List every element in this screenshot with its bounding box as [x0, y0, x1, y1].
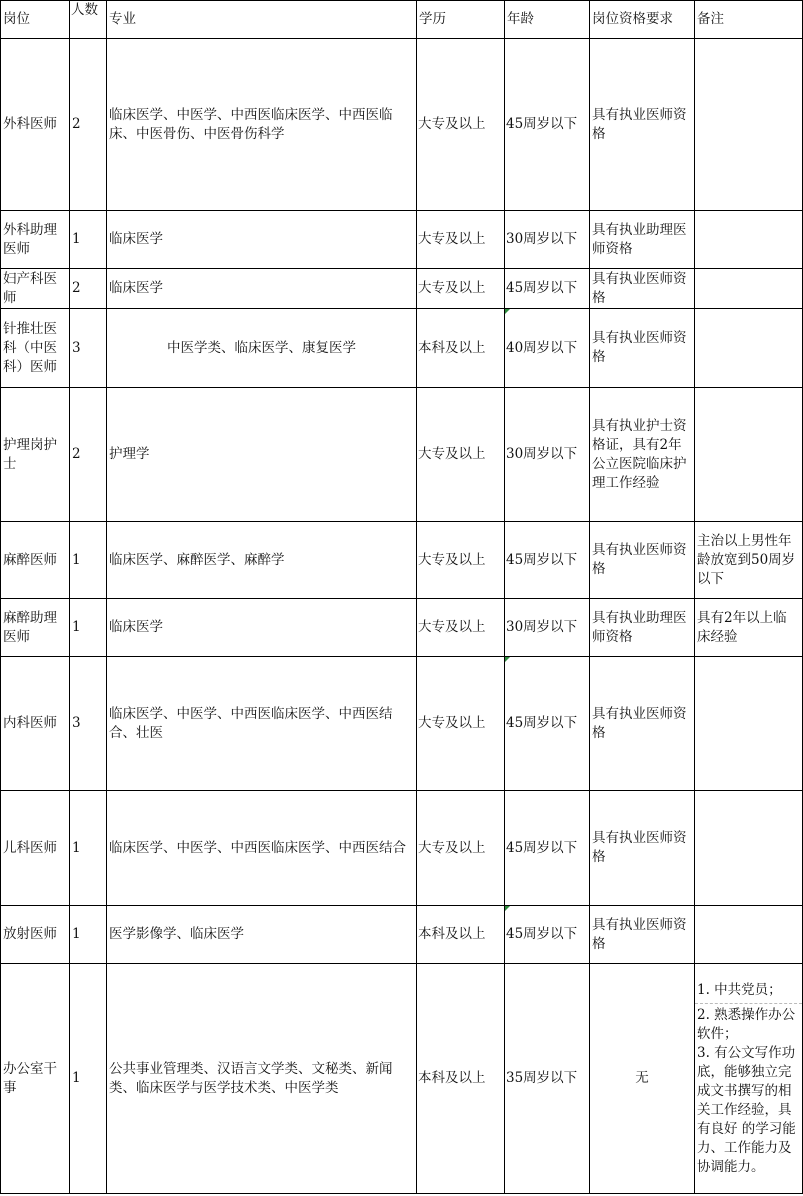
- cell-count: 2: [70, 388, 107, 522]
- cell-major: 临床医学: [107, 211, 417, 269]
- cell-qualification: 具有执业助理医师资格: [590, 599, 695, 657]
- table-row: [1, 657, 803, 791]
- cell-major: 中医学类、临床医学、康复医学: [107, 309, 417, 388]
- table-row: [1, 964, 803, 1194]
- cell-count: 3: [70, 309, 107, 388]
- cell-major: 临床医学、中医学、中西医临床医学、中西医临床、中医骨伤、中医骨伤科学: [107, 39, 417, 211]
- table-row: [1, 211, 803, 269]
- cell-major: 临床医学、麻醉医学、麻醉学: [107, 522, 417, 599]
- cell-age: 45周岁以下: [505, 906, 590, 964]
- remark-line: 1. 中共党员；: [697, 981, 782, 998]
- cell-major: 临床医学: [107, 599, 417, 657]
- table-row: [1, 906, 803, 964]
- cell-major: 临床医学: [107, 269, 417, 309]
- cell-education: 大专及以上: [417, 211, 505, 269]
- table-row: [1, 309, 803, 388]
- cell-remarks: [695, 269, 803, 309]
- cell-education: 大专及以上: [417, 388, 505, 522]
- header-age: 年龄: [505, 1, 590, 39]
- header-qualification: 岗位资格要求: [590, 1, 695, 39]
- header-major: 专业: [107, 1, 417, 39]
- cell-education: 大专及以上: [417, 657, 505, 791]
- cell-qualification: 具有执业医师资格: [590, 791, 695, 906]
- cell-count: 1: [70, 906, 107, 964]
- cell-education: 大专及以上: [417, 39, 505, 211]
- remark-line: 2. 熟悉操作办公软件；: [697, 1006, 796, 1042]
- cell-age: 45周岁以下: [505, 269, 590, 309]
- cell-age: 40周岁以下: [505, 309, 590, 388]
- header-remarks: 备注: [695, 1, 803, 39]
- cell-qualification: 具有执业医师资格: [590, 309, 695, 388]
- cell-education: 本科及以上: [417, 309, 505, 388]
- cell-count: 1: [70, 964, 107, 1194]
- cell-remarks: [695, 388, 803, 522]
- header-education: 学历: [417, 1, 505, 39]
- cell-remarks: [695, 39, 803, 211]
- cell-remarks: [695, 791, 803, 906]
- cell-age: 45周岁以下: [505, 657, 590, 791]
- header-row: [1, 1, 803, 39]
- cell-position: 麻醉助理医师: [1, 599, 70, 657]
- cell-age: 35周岁以下: [505, 964, 590, 1194]
- cell-remarks: [695, 657, 803, 791]
- cell-count: 3: [70, 657, 107, 791]
- cell-count: 1: [70, 522, 107, 599]
- cell-major: 临床医学、中医学、中西医临床医学、中西医结合、壮医: [107, 657, 417, 791]
- table-row: [1, 599, 803, 657]
- table-row: [1, 388, 803, 522]
- cell-age: 30周岁以下: [505, 599, 590, 657]
- cell-qualification: 具有执业护士资格证，具有2年公立医院临床护理工作经验: [590, 388, 695, 522]
- header-position: 岗位: [1, 1, 70, 39]
- cell-remarks: [695, 211, 803, 269]
- cell-remarks: 主治以上男性年龄放宽到50周岁以下: [695, 522, 803, 599]
- cell-age: 45周岁以下: [505, 791, 590, 906]
- cell-position: 办公室干事: [1, 964, 70, 1194]
- table-row: [1, 269, 803, 309]
- cell-education: 大专及以上: [417, 791, 505, 906]
- cell-position: 护理岗护士: [1, 388, 70, 522]
- cell-education: 大专及以上: [417, 522, 505, 599]
- table-row: [1, 39, 803, 211]
- cell-education: 本科及以上: [417, 906, 505, 964]
- cell-education: 大专及以上: [417, 269, 505, 309]
- cell-qualification: 无: [590, 964, 695, 1194]
- header-count: 人数: [70, 1, 107, 39]
- table-row: [1, 791, 803, 906]
- remark-line: 3. 有公文写作功底，能够独立完成文书撰写的相关工作经验，具有良好 的学习能力、工作能力及协调能力。: [697, 1044, 796, 1175]
- cell-major: 医学影像学、临床医学: [107, 906, 417, 964]
- cell-position: 内科医师: [1, 657, 70, 791]
- cell-count: 2: [70, 39, 107, 211]
- cell-remarks: 具有2年以上临床经验: [695, 599, 803, 657]
- cell-position: 外科医师: [1, 39, 70, 211]
- cell-position: 针推壮医科（中医科）医师: [1, 309, 70, 388]
- cell-qualification: 具有执业助理医师资格: [590, 211, 695, 269]
- cell-position: 外科助理医师: [1, 211, 70, 269]
- cell-education: 大专及以上: [417, 599, 505, 657]
- cell-qualification: 具有执业医师资格: [590, 657, 695, 791]
- cell-major: 护理学: [107, 388, 417, 522]
- cell-remarks: [695, 309, 803, 388]
- cell-age: 45周岁以下: [505, 522, 590, 599]
- cell-age: 30周岁以下: [505, 211, 590, 269]
- cell-qualification: 具有执业医师资格: [590, 269, 695, 309]
- cell-education: 本科及以上: [417, 964, 505, 1194]
- cell-count: 1: [70, 599, 107, 657]
- cell-count: 1: [70, 791, 107, 906]
- cell-count: 2: [70, 269, 107, 309]
- cell-position: 麻醉医师: [1, 522, 70, 599]
- table-row: [1, 522, 803, 599]
- cell-count: 1: [70, 211, 107, 269]
- cell-major: 公共事业管理类、汉语言文学类、文秘类、新闻类、临床医学与医学技术类、中医学类: [107, 964, 417, 1194]
- cell-qualification: 具有执业医师资格: [590, 522, 695, 599]
- cell-remarks: [695, 906, 803, 964]
- remark-divider: [695, 1003, 802, 1004]
- cell-position: 放射医师: [1, 906, 70, 964]
- cell-position: 妇产科医师: [1, 269, 70, 309]
- cell-major: 临床医学、中医学、中西医临床医学、中西医结合: [107, 791, 417, 906]
- cell-age: 30周岁以下: [505, 388, 590, 522]
- cell-position: 儿科医师: [1, 791, 70, 906]
- cell-age: 45周岁以下: [505, 39, 590, 211]
- cell-remarks-office: [695, 964, 803, 1194]
- cell-qualification: 具有执业医师资格: [590, 906, 695, 964]
- cell-qualification: 具有执业医师资格: [590, 39, 695, 211]
